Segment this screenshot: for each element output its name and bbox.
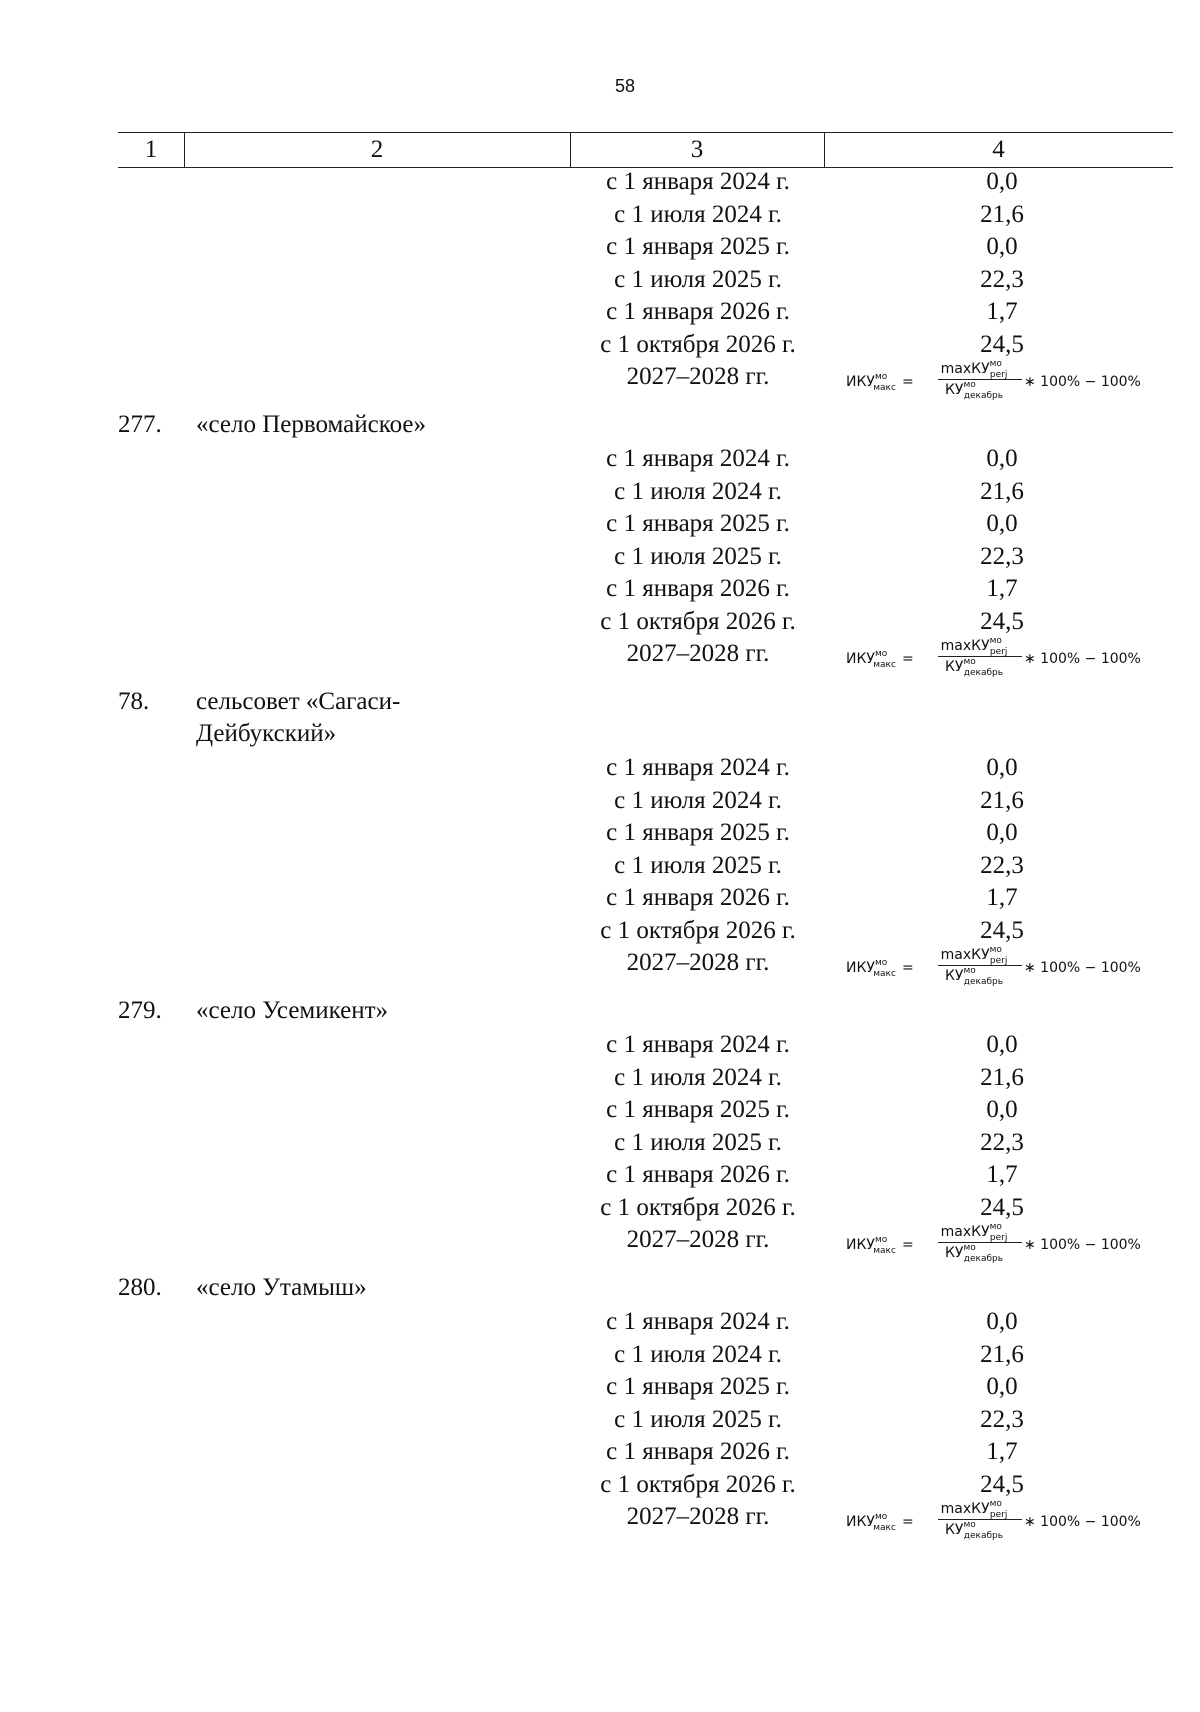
entry-header-row (0, 409, 1200, 443)
entry-name (196, 1272, 456, 1304)
formula-den-sup: мо (963, 966, 976, 976)
table-row (0, 638, 1200, 684)
formula-den-sub: декабрь (963, 977, 1004, 987)
table-header (118, 132, 1173, 168)
formula-lhs-sup: мо (874, 1512, 888, 1522)
formula-denominator (938, 966, 1022, 986)
formula-den-sup: мо (963, 1243, 976, 1253)
period-cell: с 1 января 2024 г. (606, 1031, 790, 1058)
table-row (0, 1094, 1200, 1127)
formula-num-sup: мо (989, 1222, 1002, 1232)
value-cell: 21,6 (980, 786, 1024, 814)
formula-lhs-sub: макс (873, 969, 896, 979)
value-cell: 21,6 (980, 1340, 1024, 1368)
period-cell: с 1 января 2026 г. (606, 298, 790, 325)
period-cell: с 1 октября 2026 г. (600, 1193, 796, 1221)
formula-lhs (846, 958, 914, 979)
period-cell: с 1 января 2024 г. (606, 754, 790, 781)
formula-den-base: КУ (944, 1522, 964, 1538)
formula-lhs-base: ИКУ (846, 1514, 875, 1530)
entry-header-row (0, 1272, 1200, 1306)
entry-number: 279. (118, 997, 162, 1024)
column-header-1: 1 (144, 136, 158, 163)
value-cell: 0,0 (986, 1373, 1018, 1400)
value-cell: 24,5 (980, 607, 1024, 635)
table-row (0, 1224, 1200, 1270)
table-row (0, 1159, 1200, 1192)
table-row (0, 1062, 1200, 1095)
formula-fraction (938, 636, 1022, 677)
formula (846, 945, 1176, 991)
formula-lhs (846, 649, 914, 670)
table-row (0, 508, 1200, 541)
formula-lhs-sub: макс (873, 1523, 896, 1533)
period-cell: с 1 июля 2025 г. (614, 542, 782, 570)
table-row (0, 947, 1200, 993)
table-row (0, 915, 1200, 948)
table-row (0, 1404, 1200, 1437)
formula (846, 359, 1176, 405)
period-cell: с 1 января 2024 г. (606, 168, 790, 195)
formula-rhs: ∗ 100% − 100% (1024, 1514, 1141, 1530)
table-row (0, 1501, 1200, 1547)
value-cell: 22,3 (980, 1405, 1024, 1433)
entry-name-line: Дейбукский» (196, 720, 337, 747)
formula-den-sub: декабрь (963, 668, 1004, 678)
entry-name (196, 409, 456, 441)
value-cell: 0,0 (986, 168, 1018, 195)
formula-numerator (938, 359, 1022, 379)
formula-num-base: maxКУ (940, 1224, 990, 1240)
formula-den-sub: декабрь (963, 391, 1004, 401)
value-cell: 0,0 (986, 819, 1018, 846)
period-cell: с 1 октября 2026 г. (600, 1470, 796, 1498)
formula-lhs-sup: мо (874, 958, 888, 968)
table-row (0, 296, 1200, 329)
value-cell: 1,7 (986, 575, 1018, 602)
entry-name-line: «село Первомайское» (196, 411, 427, 438)
formula-num-sup: мо (989, 945, 1002, 955)
value-cell: 1,7 (986, 298, 1018, 325)
table-row (0, 785, 1200, 818)
period-cell: 2027–2028 гг. (626, 949, 770, 976)
formula (846, 1499, 1176, 1545)
period-cell: с 1 января 2025 г. (606, 510, 790, 537)
formula (846, 1222, 1176, 1268)
entry-header-row (0, 686, 1200, 752)
period-cell: с 1 июля 2025 г. (614, 1405, 782, 1433)
value-cell: 22,3 (980, 265, 1024, 293)
period-cell: с 1 июля 2024 г. (614, 200, 782, 228)
table-row (0, 1029, 1200, 1062)
value-cell: 0,0 (986, 754, 1018, 781)
period-cell: с 1 июля 2025 г. (614, 265, 782, 293)
entry-name-line: сельсовет «Сагаси- (196, 688, 401, 715)
period-cell: с 1 января 2025 г. (606, 233, 790, 260)
formula-fraction (938, 945, 1022, 986)
value-cell: 1,7 (986, 884, 1018, 911)
table-row (0, 199, 1200, 232)
formula-denominator (938, 1520, 1022, 1540)
period-cell: с 1 января 2024 г. (606, 1308, 790, 1335)
table-row (0, 361, 1200, 407)
page-number: 58 (614, 76, 636, 96)
formula-denominator (938, 657, 1022, 677)
period-cell: с 1 января 2025 г. (606, 1373, 790, 1400)
formula-num-base: maxКУ (940, 638, 990, 654)
table-row (0, 476, 1200, 509)
period-cell: с 1 октября 2026 г. (600, 330, 796, 358)
formula-num-sub: perj (989, 1510, 1008, 1520)
formula-lhs-base: ИКУ (846, 374, 875, 390)
formula-den-sup: мо (963, 1520, 976, 1530)
formula-num-base: maxКУ (940, 361, 990, 377)
period-cell: с 1 января 2025 г. (606, 819, 790, 846)
value-cell: 0,0 (986, 1308, 1018, 1335)
entry-name (196, 686, 456, 750)
value-cell: 24,5 (980, 330, 1024, 358)
entry-number: 277. (118, 411, 162, 438)
formula-numerator (938, 636, 1022, 656)
value-cell: 24,5 (980, 916, 1024, 944)
formula-rhs: ∗ 100% − 100% (1024, 651, 1141, 667)
formula-lhs-sub: макс (873, 660, 896, 670)
column-header-4: 4 (992, 136, 1005, 163)
entry-name (196, 995, 456, 1027)
formula-denominator (938, 380, 1022, 400)
formula-den-base: КУ (944, 1245, 964, 1261)
value-cell: 0,0 (986, 510, 1018, 537)
value-cell: 0,0 (986, 233, 1018, 260)
entry-name-line: «село Усемикент» (196, 997, 389, 1024)
formula-lhs-base: ИКУ (846, 960, 875, 976)
table-row (0, 882, 1200, 915)
period-cell: с 1 июля 2024 г. (614, 477, 782, 505)
period-cell: с 1 января 2026 г. (606, 575, 790, 602)
value-cell: 21,6 (980, 477, 1024, 505)
formula-lhs-base: ИКУ (846, 1237, 875, 1253)
period-cell: с 1 января 2026 г. (606, 1438, 790, 1465)
formula-fraction (938, 359, 1022, 400)
formula-fraction (938, 1499, 1022, 1540)
formula-lhs-base: ИКУ (846, 651, 875, 667)
table-row (0, 329, 1200, 362)
formula-den-sup: мо (963, 380, 976, 390)
formula-den-base: КУ (944, 659, 964, 675)
formula-rhs: ∗ 100% − 100% (1024, 1237, 1141, 1253)
formula-denominator (938, 1243, 1022, 1263)
table-row (0, 1371, 1200, 1404)
table-row (0, 752, 1200, 785)
value-cell: 21,6 (980, 200, 1024, 228)
table-row (0, 231, 1200, 264)
formula-num-sup: мо (989, 359, 1002, 369)
value-cell: 0,0 (986, 445, 1018, 472)
period-cell: с 1 июля 2024 г. (614, 1063, 782, 1091)
formula-lhs (846, 372, 914, 393)
period-cell: с 1 января 2026 г. (606, 1161, 790, 1188)
formula-lhs-sup: мо (874, 1235, 888, 1245)
period-cell: с 1 июля 2024 г. (614, 786, 782, 814)
table-row (0, 1192, 1200, 1225)
formula-lhs-sup: мо (874, 372, 888, 382)
entry-number: 78. (118, 688, 150, 715)
period-cell: с 1 января 2024 г. (606, 445, 790, 472)
period-cell: с 1 октября 2026 г. (600, 607, 796, 635)
table-row (0, 850, 1200, 883)
formula-numerator (938, 1222, 1022, 1242)
table-row (0, 606, 1200, 639)
formula-num-sub: perj (989, 1233, 1008, 1243)
table-row (0, 1306, 1200, 1339)
formula-num-sup: мо (989, 636, 1002, 646)
period-cell: с 1 июля 2024 г. (614, 1340, 782, 1368)
formula-fraction (938, 1222, 1022, 1263)
formula-lhs-sub: макс (873, 383, 896, 393)
value-cell: 1,7 (986, 1438, 1018, 1465)
formula-eq: = (901, 1514, 914, 1530)
formula-rhs: ∗ 100% − 100% (1024, 374, 1141, 390)
value-cell: 1,7 (986, 1161, 1018, 1188)
value-cell: 0,0 (986, 1031, 1018, 1058)
table-row (0, 1339, 1200, 1372)
period-cell: 2027–2028 гг. (626, 1226, 770, 1253)
formula-num-sub: perj (989, 370, 1008, 380)
column-header-2: 2 (370, 136, 384, 163)
formula-num-sub: perj (989, 956, 1008, 966)
table-row (0, 166, 1200, 199)
value-cell: 22,3 (980, 1128, 1024, 1156)
value-cell: 0,0 (986, 1096, 1018, 1123)
formula-eq: = (901, 651, 914, 667)
table-row (0, 1127, 1200, 1160)
entry-header-row (0, 995, 1200, 1029)
formula-numerator (938, 945, 1022, 965)
formula-eq: = (901, 1237, 914, 1253)
table-row (0, 817, 1200, 850)
value-cell: 22,3 (980, 851, 1024, 879)
period-cell: с 1 января 2025 г. (606, 1096, 790, 1123)
formula-den-sub: декабрь (963, 1254, 1004, 1264)
column-header-3: 3 (690, 136, 704, 163)
formula-num-sub: perj (989, 647, 1008, 657)
table-body (0, 166, 1200, 1547)
formula-eq: = (901, 374, 914, 390)
formula-lhs (846, 1235, 914, 1256)
formula-lhs (846, 1512, 914, 1533)
table-row (0, 443, 1200, 476)
period-cell: 2027–2028 гг. (626, 363, 770, 390)
formula-numerator (938, 1499, 1022, 1519)
period-cell: 2027–2028 гг. (626, 640, 770, 667)
period-cell: с 1 июля 2025 г. (614, 851, 782, 879)
period-cell: 2027–2028 гг. (626, 1503, 770, 1530)
formula-lhs-sub: макс (873, 1246, 896, 1256)
formula-den-sup: мо (963, 657, 976, 667)
formula-num-sup: мо (989, 1499, 1002, 1509)
value-cell: 21,6 (980, 1063, 1024, 1091)
table-row (0, 1436, 1200, 1469)
value-cell: 24,5 (980, 1470, 1024, 1498)
value-cell: 22,3 (980, 542, 1024, 570)
formula-den-base: КУ (944, 382, 964, 398)
period-cell: с 1 октября 2026 г. (600, 916, 796, 944)
period-cell: с 1 января 2026 г. (606, 884, 790, 911)
value-cell: 24,5 (980, 1193, 1024, 1221)
period-cell: с 1 июля 2025 г. (614, 1128, 782, 1156)
table-row (0, 541, 1200, 574)
table-row (0, 264, 1200, 297)
formula-num-base: maxКУ (940, 947, 990, 963)
entry-number: 280. (118, 1274, 162, 1301)
formula-eq: = (901, 960, 914, 976)
formula (846, 636, 1176, 682)
formula-lhs-sup: мо (874, 649, 888, 659)
formula-num-base: maxКУ (940, 1501, 990, 1517)
entry-name-line: «село Утамыш» (196, 1274, 367, 1301)
formula-rhs: ∗ 100% − 100% (1024, 960, 1141, 976)
formula-den-base: КУ (944, 968, 964, 984)
table-row (0, 573, 1200, 606)
formula-den-sub: декабрь (963, 1531, 1004, 1541)
table-row (0, 1469, 1200, 1502)
